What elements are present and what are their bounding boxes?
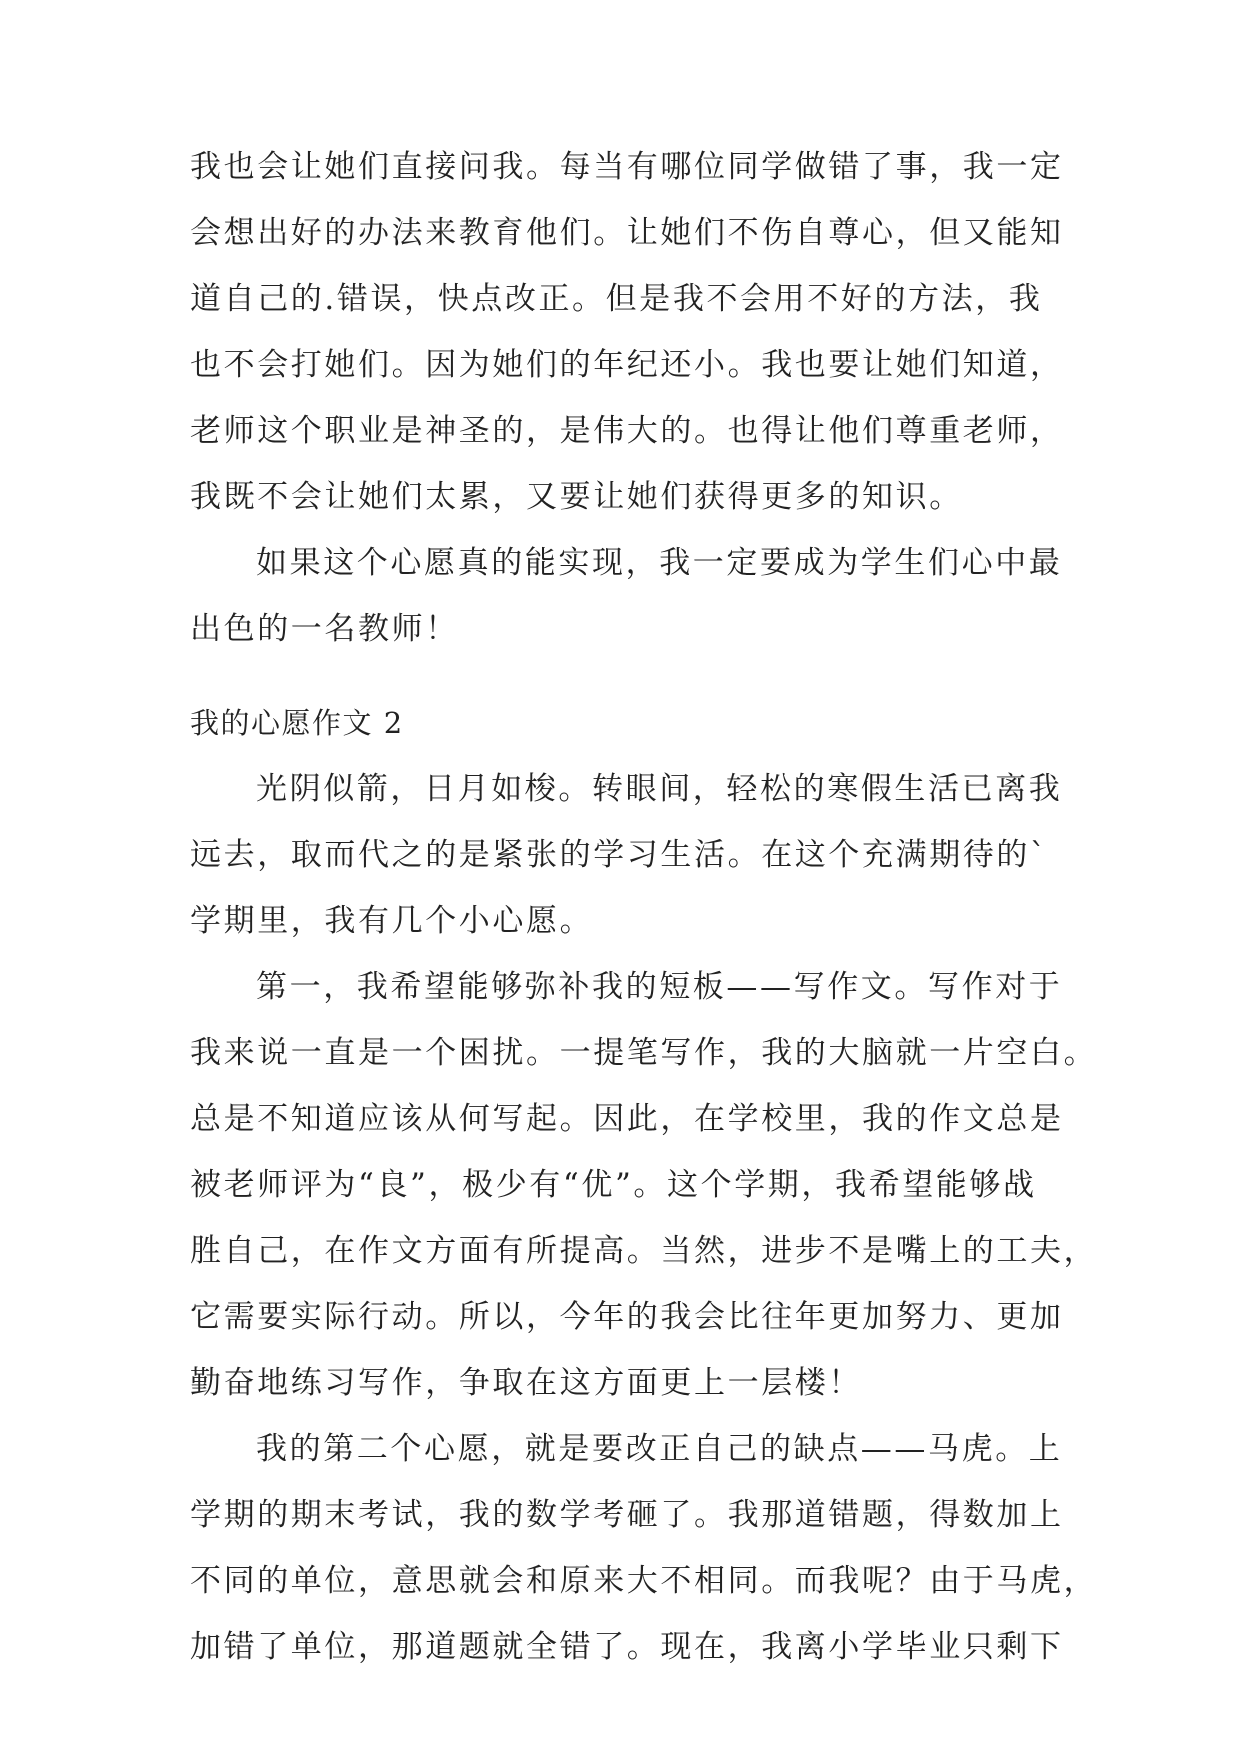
text-line: 我也会让她们直接问我。每当有哪位同学做错了事，我一定 (190, 149, 1064, 185)
text-line: 出色的一名教师！ (190, 611, 459, 647)
text-line: 我来说一直是一个困扰。一提笔写作，我的大脑就一片空白。 (190, 1035, 1098, 1071)
text-line: 胜自己，在作文方面有所提高。当然，进步不是嘴上的工夫， (190, 1233, 1098, 1269)
section-heading: 我的心愿作文 2 (190, 706, 404, 740)
text-line: 远去，取而代之的是紧张的学习生活。在这个充满期待的` (190, 837, 1049, 873)
text-line: 光阴似箭，日月如梭。转眼间，轻松的寒假生活已离我 (256, 771, 1063, 807)
text-line: 学期里，我有几个小心愿。 (190, 903, 594, 939)
text-line: 会想出好的办法来教育他们。让她们不伤自尊心，但又能知 (190, 215, 1064, 251)
text-line: 我既不会让她们太累，又要让她们获得更多的知识。 (190, 479, 963, 515)
text-line: 不同的单位，意思就会和原来大不相同。而我呢？由于马虎， (190, 1563, 1098, 1599)
text-line: 道自己的.错误，快点改正。但是我不会用不好的方法，我 (190, 281, 1043, 317)
text-line: 也不会打她们。因为她们的年纪还小。我也要让她们知道， (190, 347, 1064, 383)
text-line: 总是不知道应该从何写起。因此，在学校里，我的作文总是 (190, 1101, 1064, 1137)
text-line: 它需要实际行动。所以，今年的我会比往年更加努力、更加 (190, 1299, 1064, 1335)
text-line: 被老师评为“良”，极少有“优”。这个学期，我希望能够战 (190, 1167, 1037, 1203)
text-line: 老师这个职业是神圣的，是伟大的。也得让他们尊重老师， (190, 413, 1064, 449)
text-line: 如果这个心愿真的能实现，我一定要成为学生们心中最 (256, 545, 1063, 581)
text-line: 加错了单位，那道题就全错了。现在，我离小学毕业只剩下 (190, 1629, 1064, 1665)
text-line: 我的第二个心愿，就是要改正自己的缺点——马虎。上 (256, 1431, 1063, 1467)
text-line: 勤奋地练习写作，争取在这方面更上一层楼！ (190, 1365, 862, 1401)
text-line: 第一，我希望能够弥补我的短板——写作文。写作对于 (256, 969, 1063, 1005)
text-line: 学期的期末考试，我的数学考砸了。我那道错题，得数加上 (190, 1497, 1064, 1533)
